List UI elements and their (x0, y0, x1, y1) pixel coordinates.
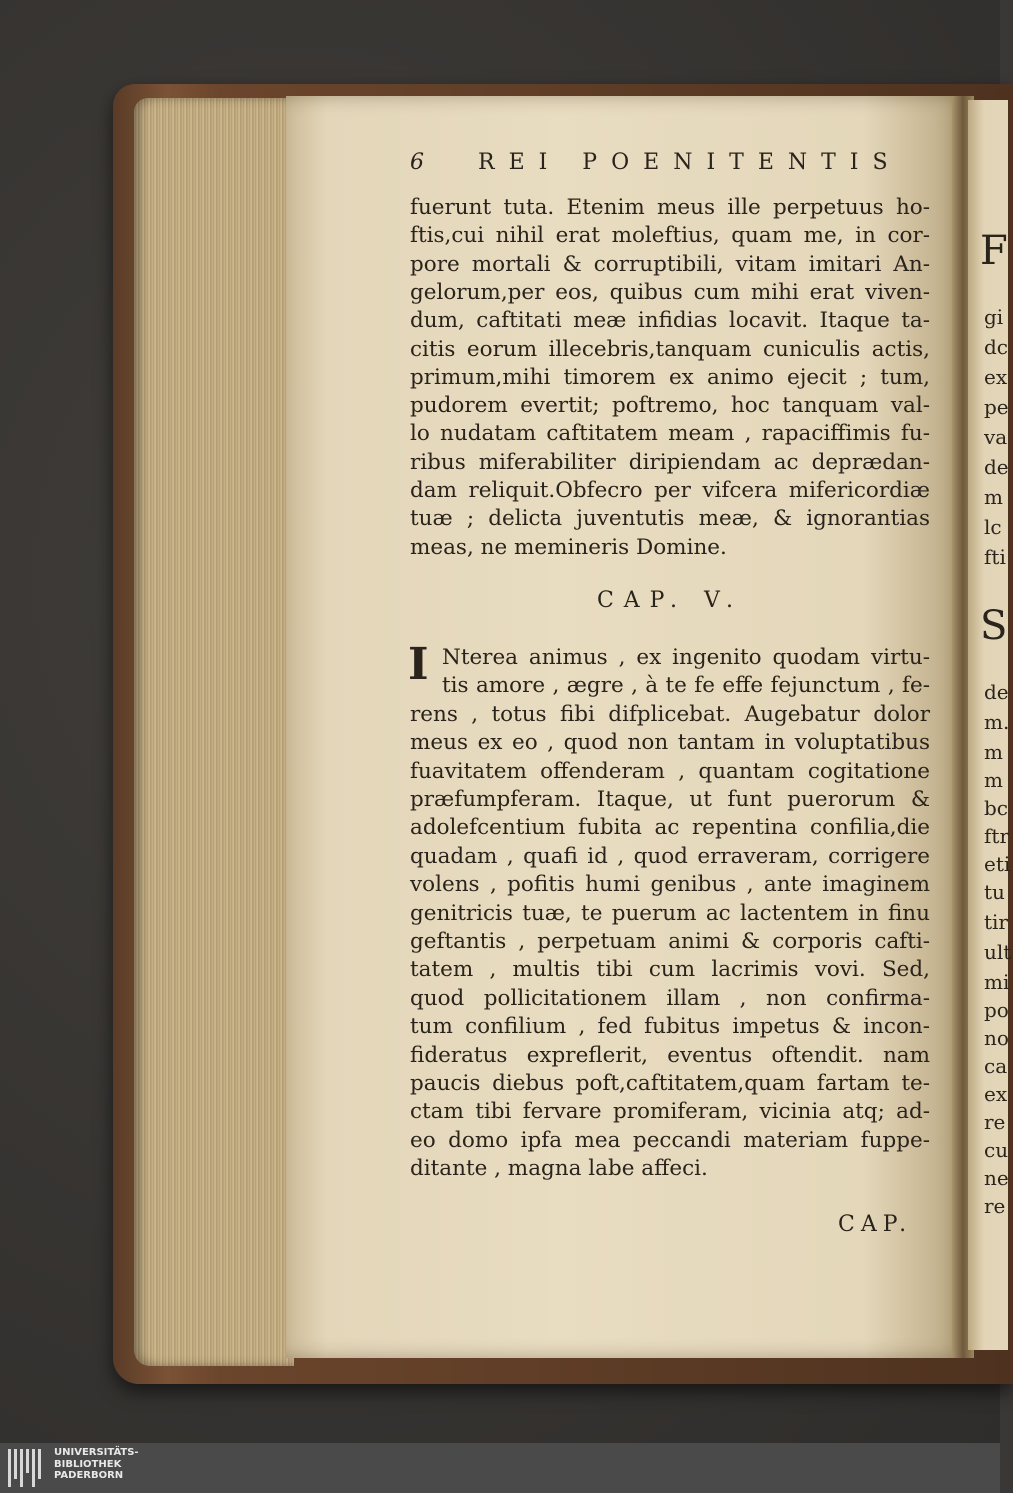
facing-page-fragment: m (984, 740, 1003, 764)
facing-page-fragment: tu (984, 880, 1005, 904)
facing-page-fragment: re (984, 1194, 1006, 1218)
text-line: tis amore , ægre , à te fe effe fejunctum , fe- (442, 673, 930, 699)
facing-page-fragment: m (984, 485, 1003, 509)
facing-page-fragment: no (984, 1026, 1009, 1050)
text-line: adolefcentium fubita ac repentina confilia,die (410, 815, 930, 841)
text-line: ribus miferabiliter diripiendam ac deprædan- (410, 449, 930, 475)
facing-page-fragment: fti (984, 545, 1006, 569)
text-line: Nterea animus , ex ingenito quodam virtu- (442, 645, 930, 670)
text-line: fuavitatem offenderam , quantam cogitatione (410, 758, 930, 784)
facing-page-fragment: S (980, 603, 1008, 649)
facing-page-fragment: dc (984, 335, 1009, 359)
facing-page-fragment: F (980, 228, 1008, 274)
text-line: primum,mihi timorem ex animo ejecit ; tum, (410, 364, 930, 390)
text-line: præfumpferam. Itaque, ut funt puerorum & (410, 787, 930, 812)
text-line: lo nudatam caftitatem meam , rapaciffimis fu- (410, 421, 930, 447)
text-line: quadam , quafi id , quod erraveram, corrigere (410, 843, 930, 869)
page-edges (134, 98, 294, 1366)
text-line: volens , pofitis humi genibus , ante imaginem (410, 872, 930, 898)
text-line: ftis,cui nihil erat moleftius, quam me, in cor- (410, 223, 930, 249)
text-line: quod pollicitationem illam , non confirma- (410, 985, 930, 1011)
running-title: REI POENITENTIS (478, 150, 902, 175)
facing-page-fragment: cu (984, 1138, 1009, 1162)
text-line: meas, ne memineris Domine. (410, 534, 727, 560)
facing-page-fragment: gi (984, 305, 1004, 329)
facing-page-fragment: ca (984, 1054, 1008, 1078)
drop-initial: I (408, 639, 429, 690)
facing-page-fragment: ex (984, 365, 1008, 389)
library-logo-icon (8, 1449, 48, 1487)
facing-page-fragment: re (984, 1110, 1006, 1134)
facing-page-fragment: pe (984, 395, 1009, 419)
text-line: tatem , multis tibi cum lacrimis vovi. Sed, (410, 957, 930, 983)
facing-page-fragment: tir (984, 910, 1008, 934)
facing-page-fragment: ftr (984, 824, 1009, 848)
text-line: tum confilium , fed fubitus impetus & incon- (410, 1014, 930, 1040)
facing-page-fragment: bc (984, 796, 1009, 820)
text-line: dam reliquit.Obfecro per vifcera mifericordiæ (410, 478, 930, 503)
catchword: CAP. (838, 1212, 913, 1237)
text-line: genitricis tuæ, te puerum ac lactentem in finu (410, 900, 930, 926)
facing-page-fragment: ex (984, 1082, 1008, 1106)
facing-page-fragment: lc (984, 515, 1002, 539)
library-footer (0, 1443, 1000, 1493)
page-number: 6 (410, 150, 424, 175)
text-line: geftantis , perpetuam animi & corporis cafti- (410, 929, 930, 954)
running-head (410, 150, 930, 180)
text-line: tuæ ; delicta juventutis meæ, & ignorantias (410, 506, 930, 532)
text-line: fideratus expreflerit, eventus oftendit. nam (410, 1042, 930, 1068)
facing-page-fragment: mi (984, 970, 1010, 994)
facing-page-fragment: ult (984, 940, 1012, 964)
text-line: gelorum,per eos, quibus cum mihi erat viven- (410, 279, 930, 305)
text-line: paucis diebus poft,caftitatem,quam fartam te- (410, 1071, 930, 1096)
text-line: ditante , magna labe affeci. (410, 1156, 708, 1182)
text-line: pore mortali & corruptibili, vitam imitari An- (410, 251, 930, 277)
facing-page-fragment: de (984, 680, 1009, 704)
text-line: fuerunt tuta. Etenim meus ille perpetuus ho- (410, 195, 930, 220)
facing-page-fragment: m (984, 768, 1003, 792)
facing-page-fragment: de (984, 455, 1009, 479)
facing-page (968, 100, 1012, 1350)
text-line: rens , totus fibi difplicebat. Augebatur dolor (410, 701, 930, 727)
text-line: ctam tibi fervare promiferam, vicinia atq; ad- (410, 1099, 930, 1125)
text-line: citis eorum illecebris,tanquam cuniculis actis, (410, 336, 930, 362)
library-name: UNIVERSITÄTS- BIBLIOTHEK PADERBORN (54, 1447, 139, 1481)
text-line: eo domo ipfa mea peccandi materiam fuppe- (410, 1127, 930, 1153)
text-line: pudorem evertit; poftremo, hoc tanquam val- (410, 393, 930, 419)
facing-page-fragment: po (984, 998, 1009, 1022)
text-line: meus ex eo , quod non tantam in voluptatibus (410, 730, 930, 756)
facing-page-fragment: m. (984, 710, 1010, 734)
chapter-heading: CAP. V. (596, 588, 744, 613)
text-line: dum, caftitati meæ infidias locavit. Itaque ta- (410, 308, 930, 334)
facing-page-fragment: ne (984, 1166, 1009, 1190)
facing-page-fragment: eti (984, 852, 1011, 876)
facing-page-fragment: va (984, 425, 1008, 449)
